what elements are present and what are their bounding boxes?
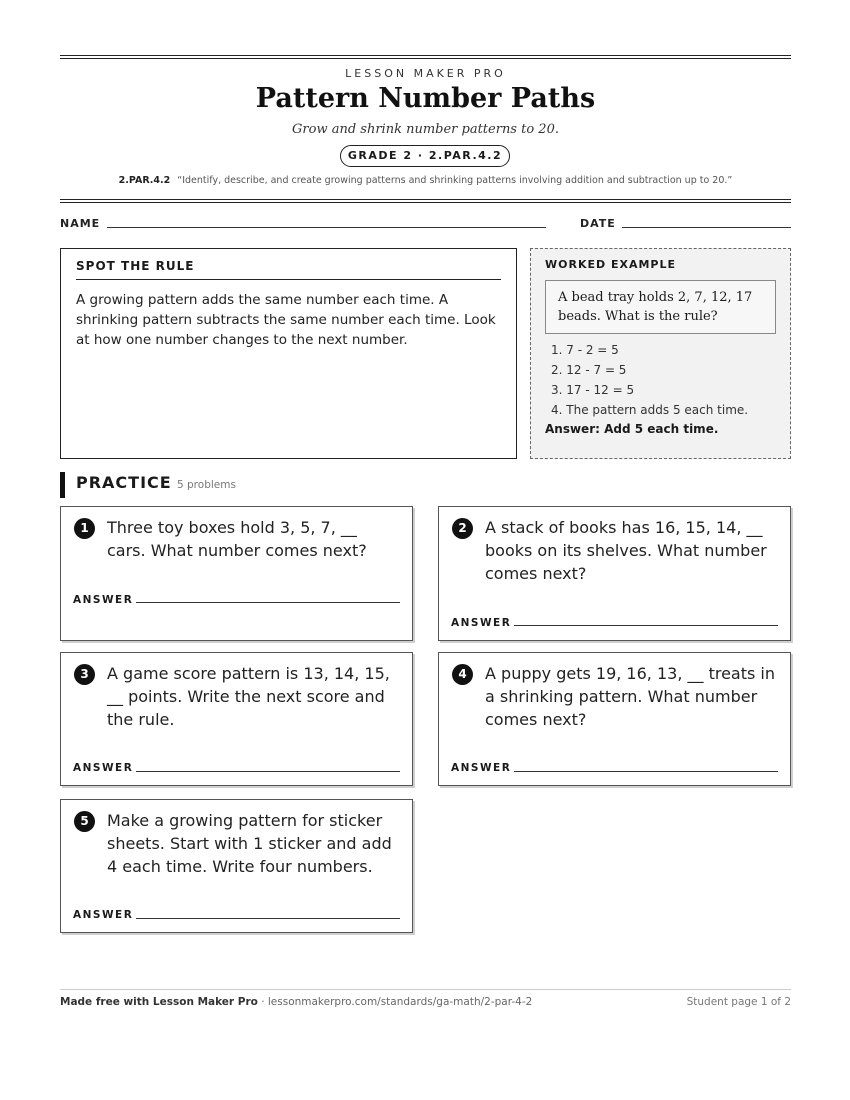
page-subtitle: Grow and shrink number patterns to 20. [292, 122, 559, 137]
name-field[interactable] [107, 227, 546, 228]
top-rule [60, 55, 791, 56]
answer-label: ANSWER [73, 762, 134, 774]
worked-example-step: 1. 7 - 2 = 5 [551, 343, 619, 357]
problem-text: Three toy boxes hold 3, 5, 7, __ cars. What number comes next? [107, 518, 367, 560]
answer-line-5[interactable] [136, 918, 400, 919]
worksheet-page [60, 0, 791, 1100]
standard-text: “Identify, describe, and create growing patterns and shrinking patterns involving addition and subtraction up to 20.” [177, 175, 733, 186]
practice-accent-bar [60, 472, 65, 498]
name-label: NAME [60, 217, 101, 230]
footer-made-with: Made free with Lesson Maker Pro [60, 996, 258, 1008]
spot-the-rule-heading: SPOT THE RULE [76, 259, 501, 280]
problem-card-1 [60, 506, 413, 641]
answer-line-2[interactable] [514, 625, 778, 626]
footer-rule [60, 989, 791, 990]
grade-badge: GRADE 2 · 2.PAR.4.2 [340, 145, 510, 167]
worked-example-box [530, 248, 791, 459]
worked-example-answer: Answer: Add 5 each time. [545, 422, 719, 436]
brand-name: LESSON MAKER PRO [345, 67, 506, 80]
worked-example-step: 3. 17 - 12 = 5 [551, 383, 635, 397]
problem-text: A game score pattern is 13, 14, 15, __ points. Write the next score and the rule. [107, 664, 390, 729]
worked-example-prompt: A bead tray holds 2, 7, 12, 17 beads. What is the rule? [545, 280, 776, 334]
problem-card-4 [438, 652, 791, 786]
problem-text: A stack of books has 16, 15, 14, __ books on its shelves. What number comes next? [485, 518, 767, 583]
problem-number-badge: 4 [452, 664, 473, 685]
footer-page-number: Student page 1 of 2 [686, 996, 791, 1008]
worked-example-step: 2. 12 - 7 = 5 [551, 363, 627, 377]
practice-count: 5 problems [177, 479, 236, 491]
problem-text: A puppy gets 19, 16, 13, __ treats in a shrinking pattern. What number comes next? [485, 664, 775, 729]
practice-heading: PRACTICE [76, 473, 172, 492]
problem-number-badge: 3 [74, 664, 95, 685]
header-bottom-rule-inner [60, 202, 791, 203]
answer-label: ANSWER [451, 762, 512, 774]
answer-label: ANSWER [451, 617, 512, 629]
date-field[interactable] [622, 227, 791, 228]
footer-link[interactable]: · lessonmakerpro.com/standards/ga-math/2-par-4-2 [257, 996, 533, 1008]
spot-the-rule-text: A growing pattern adds the same number each time. A shrinking pattern subtracts the same number each time. Look at how one number changes to the next number. [76, 292, 496, 348]
worked-example-step: 4. The pattern adds 5 each time. [551, 403, 749, 417]
standard-code: 2.PAR.4.2 [118, 175, 171, 186]
header-bottom-rule [60, 199, 791, 200]
top-rule-inner [60, 58, 791, 59]
answer-label: ANSWER [73, 909, 134, 921]
problem-number-badge: 2 [452, 518, 473, 539]
answer-line-3[interactable] [136, 771, 400, 772]
page-title: Pattern Number Paths [255, 83, 596, 114]
problem-card-2 [438, 506, 791, 641]
answer-line-4[interactable] [514, 771, 778, 772]
problem-card-5 [60, 799, 413, 933]
spot-the-rule-box [60, 248, 517, 459]
problem-number-badge: 5 [74, 811, 95, 832]
date-label: DATE [580, 217, 616, 230]
footer-credit [60, 996, 532, 1008]
worked-example-heading: WORKED EXAMPLE [545, 258, 676, 271]
problem-text: Make a growing pattern for sticker sheets. Start with 1 sticker and add 4 each time. Write four numbers. [107, 811, 392, 876]
answer-label: ANSWER [73, 594, 134, 606]
answer-line-1[interactable] [136, 602, 400, 603]
problem-card-3 [60, 652, 413, 786]
standard-statement [60, 175, 791, 186]
problem-number-badge: 1 [74, 518, 95, 539]
